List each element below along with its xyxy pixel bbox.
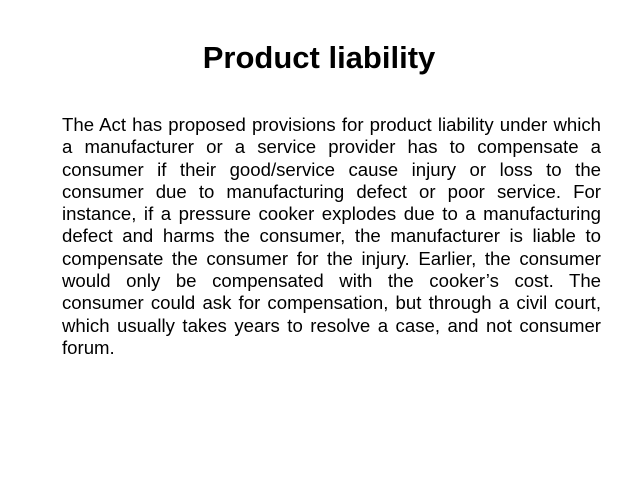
slide-title: Product liability	[202, 40, 436, 75]
slide-body-text: The Act has proposed provisions for product liability under which a manufacturer or a service provider has to compensate a consumer if their good/service cause injury or loss to the consumer due to manufacturing defect or poor service. For instance, if a pressure cooker explodes due to a manufacturing defect and harms the consumer, the manufacturer is liable to compensate the consumer for the injury. Earlier, the consumer would only be compensated with the cooker’s cost. The consumer could ask for compensation, but through a civil court, which usually takes years to resolve a case, and not consumer forum.	[62, 114, 601, 358]
